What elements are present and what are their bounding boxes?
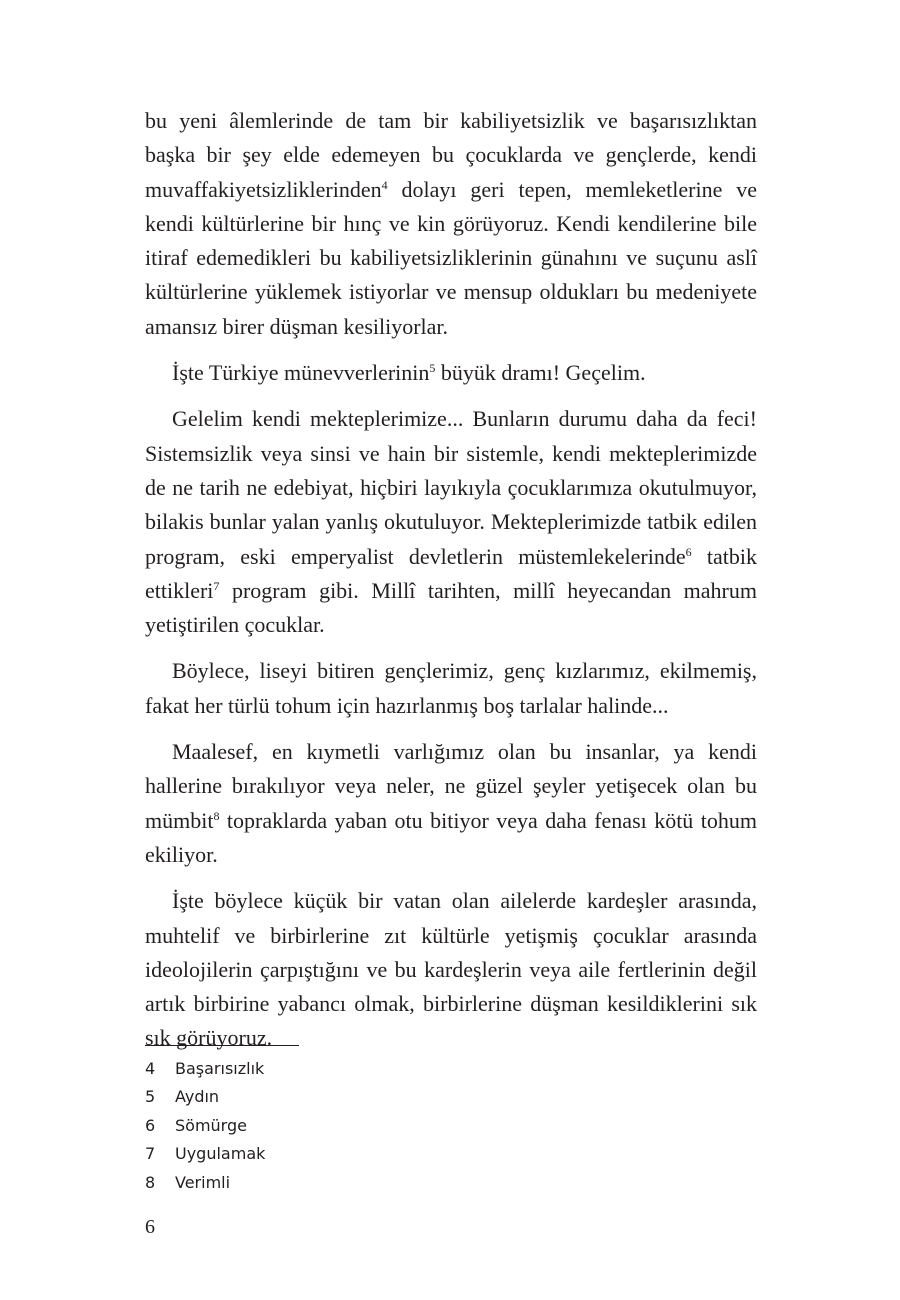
- footnote-item: [145, 1055, 265, 1083]
- footnote-item: [145, 1169, 265, 1197]
- paragraph-4-text: Böylece, liseyi bitiren gençlerimiz, genç kızlarımız, ekilmemiş, fakat her türlü tohum için hazırlanmış boş tarlalar halinde...: [145, 658, 757, 718]
- paragraph-3: [145, 402, 757, 642]
- footnote-number: 6: [145, 1115, 156, 1135]
- paragraph-1: [145, 104, 757, 344]
- footnote-text: Başarısızlık: [175, 1059, 265, 1078]
- footnote-ref-6: 6: [685, 544, 692, 559]
- footnote-ref-8: 8: [213, 808, 220, 823]
- footnote-text: Sömürge: [175, 1115, 247, 1135]
- paragraph-1-text-a: bu yeni âlemlerinde de tam bir kabiliyetsizlik ve başarısızlıktan başka bir şey elde edemeyen bu çocuklarda ve gençlerde, kendi muvaffakiyetsizliklerinden: [145, 108, 757, 202]
- footnote-ref-4: 4: [381, 177, 388, 192]
- paragraph-5: [145, 735, 757, 872]
- paragraph-3-text-c: program gibi. Millî tarihten, millî heyecandan mahrum yetiştirilen çocuklar.: [145, 577, 757, 638]
- paragraph-3-text-b: tatbik ettikleri: [145, 543, 757, 603]
- paragraph-2-text-b: büyük dramı! Geçelim.: [435, 360, 646, 386]
- paragraph-1-text-b: dolayı geri tepen, memleketlerine ve kendi kültürlerine bir hınç ve kin görüyoruz. Kendi kendilerine bile itiraf edemedikleri bu kabiliyetsizliklerinin günahını ve suçunu aslî kültürlerine yüklemek istiyorlar ve mensup oldukları bu medeniyete amansız birer düşman kesiliyorlar.: [145, 176, 757, 339]
- footnote-item: [145, 1083, 265, 1111]
- footnote-separator: [145, 1045, 299, 1046]
- paragraph-2-text-a: İşte Türkiye münevverlerinin: [172, 360, 430, 386]
- footnote-text: Uygulamak: [175, 1144, 266, 1164]
- footnote-text: Verimli: [175, 1172, 231, 1192]
- paragraph-2: [145, 356, 757, 390]
- footnotes-list: [145, 1055, 265, 1197]
- page-number: 6: [145, 1216, 155, 1238]
- footnote-number: 8: [145, 1172, 156, 1192]
- footnote-number: 5: [145, 1087, 156, 1107]
- paragraph-4: [145, 654, 757, 723]
- footnote-ref-5: 5: [429, 361, 436, 376]
- page-body: [145, 104, 757, 1068]
- footnote-ref-7: 7: [213, 578, 220, 593]
- footnote-number: 4: [145, 1059, 156, 1078]
- paragraph-3-text-a: Gelelim kendi mekteplerimize... Bunların durumu daha da feci! Sistemsizlik veya sinsi ve hain bir sistemle, kendi mekteplerimizde de ne tarih ne edebiyat, hiçbiri layıkıyla çocuklarımıza okutulmuyor, bilakis bunlar yalan yanlış okutuluyor. Mekteplerimizde tatbik edilen program, eski emperyalist devletlerin müstemlekelerinde: [145, 406, 757, 569]
- paragraph-5-text-b: topraklarda yaban otu bitiyor veya daha fenası kötü tohum ekiliyor.: [145, 807, 757, 867]
- footnote-item: [145, 1112, 265, 1140]
- paragraph-5-text-a: Maalesef, en kıymetli varlığımız olan bu insanlar, ya kendi hallerine bırakılıyor veya neler, ne güzel şeyler yetişecek olan bu mümbit: [145, 739, 757, 833]
- paragraph-6: [145, 884, 757, 1055]
- footnote-number: 7: [145, 1144, 156, 1164]
- paragraph-6-text: İşte böylece küçük bir vatan olan ailelerde kardeşler arasında, muhtelif ve birbirlerine zıt kültürle yetişmiş çocuklar arasında ideolojilerin çarpıştığını ve bu kardeşlerin veya aile fertlerinin değil artık birbirine yabancı olmak, birbirlerine düşman kesildiklerini sık sık görüyoruz.: [145, 888, 757, 1051]
- footnote-item: [145, 1140, 265, 1168]
- footnote-text: Aydın: [175, 1087, 220, 1107]
